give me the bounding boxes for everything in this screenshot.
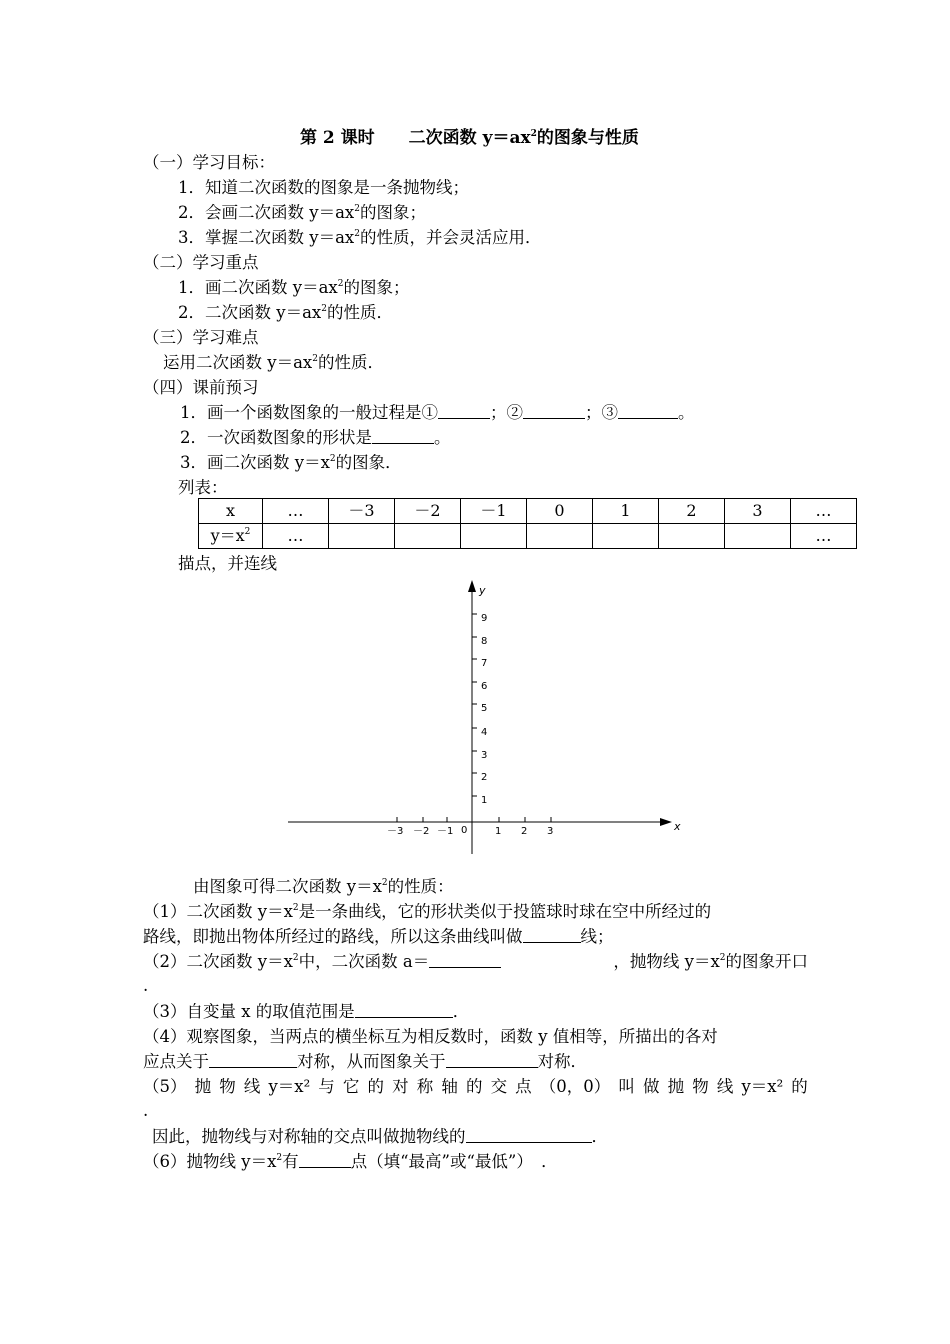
plot-instruction: 描点，并连线 <box>178 554 277 573</box>
section-heading-preview: （四）课前预习 <box>143 378 259 397</box>
p5-token: 它 <box>342 1077 360 1096</box>
table-cell: －1 <box>461 499 527 524</box>
answer-blank[interactable] <box>299 1151 351 1168</box>
property-2-continuation: . <box>143 976 149 995</box>
table-cell: 1 <box>593 499 659 524</box>
page-title: 第 2 课时 二次函数 $y=ax^2$的图象与性质 <box>300 128 639 148</box>
p5-token: 轴 <box>441 1077 458 1096</box>
x-tick-label: 3 <box>547 826 554 837</box>
p5-token: 线 <box>243 1077 261 1096</box>
answer-blank[interactable] <box>523 402 585 419</box>
table-cell-blank[interactable] <box>659 524 725 549</box>
y-axis-arrow-icon <box>468 580 476 592</box>
table-cell-blank[interactable] <box>527 524 593 549</box>
y-tick-label: 7 <box>481 658 488 669</box>
property-1-line-2: 路线，即抛出物体所经过的路线，所以这条曲线叫做 线； <box>143 927 614 946</box>
property-4-line-1: （4）观察图象，当两点的横坐标互为相反数时，函数 y 值相等，所描出的各对 <box>143 1027 718 1046</box>
p5-token: 物 <box>219 1077 236 1096</box>
answer-blank[interactable] <box>446 1051 538 1068</box>
p5-token: 线 <box>716 1077 734 1096</box>
p5-token: 叫 <box>618 1077 635 1096</box>
property-6: （6）抛物线 $y=x^2$有 点（填“最高”或“最低”） ． <box>143 1152 558 1171</box>
section-heading-key-points: （二）学习重点 <box>143 253 259 272</box>
property-4-line-2: 应点关于 对称，从而图象关于 对称． <box>143 1052 587 1071</box>
section-heading-objectives: （一）学习目标： <box>143 153 275 172</box>
y-tick-label: 4 <box>481 727 488 738</box>
property-2-part-1: （2）二次函数 $y=x^2$中，二次函数 a＝ <box>143 951 501 973</box>
property-5 <box>143 1076 808 1098</box>
x-axis-label: x <box>674 820 681 833</box>
coordinate-graph[interactable] <box>280 578 700 858</box>
answer-blank[interactable] <box>209 1051 297 1068</box>
p5-token: 的 <box>465 1077 483 1096</box>
key-point-2: 2．二次函数 $y=ax^2$的性质． <box>178 303 393 322</box>
table-cell: … <box>263 499 329 524</box>
property-5-continuation: . <box>143 1101 149 1120</box>
preview-question-2: 2．一次函数图象的形状是 。 <box>180 428 451 447</box>
property-3: （3）自变量 x 的取值范围是 ． <box>143 1002 470 1021</box>
x-tick-label: －1 <box>437 826 454 837</box>
preview-question-3: 3．画二次函数 $y=x^2$的图象． <box>180 453 402 472</box>
answer-blank[interactable] <box>438 402 490 419</box>
y-tick-label: 6 <box>481 681 488 692</box>
properties-intro: 由图象可得二次函数 $y=x^2$的性质： <box>193 877 454 896</box>
property-2-part-2: ，抛物线 $y=x^2$的图象开口 <box>613 952 808 971</box>
answer-blank[interactable] <box>523 926 581 943</box>
y-tick-label: 1 <box>481 795 488 806</box>
objective-1: 1．知道二次函数的图象是一条抛物线； <box>178 178 469 197</box>
answer-blank[interactable] <box>429 951 501 968</box>
y-axis-label: y <box>479 584 486 597</box>
preview-question-1: 1．画一个函数图象的一般过程是① ；② ；③ 。 <box>180 403 695 422</box>
table-cell-blank[interactable] <box>461 524 527 549</box>
x-tick-label: 2 <box>521 826 528 837</box>
y-tick-label: 8 <box>481 636 488 647</box>
x-tick-label: 1 <box>495 826 502 837</box>
y-tick-label: 5 <box>481 703 488 714</box>
table-cell: … <box>791 524 857 549</box>
key-point-1: 1．画二次函数 $y=ax^2$的图象； <box>178 278 410 297</box>
answer-blank[interactable] <box>355 1001 453 1018</box>
property-1-line-1: （1）二次函数 $y=x^2$是一条曲线，它的形状类似于投篮球时球在空中所经过的 <box>143 902 712 921</box>
section-heading-difficulties: （三）学习难点 <box>143 328 259 347</box>
table-row-x <box>199 499 857 524</box>
origin-label: 0 <box>461 825 468 836</box>
p5-token: 物 <box>692 1077 709 1096</box>
objective-2: 2．会画二次函数 $y=ax^2$的图象； <box>178 203 426 222</box>
answer-blank[interactable] <box>372 427 434 444</box>
table-cell-blank[interactable] <box>329 524 395 549</box>
table-label: 列表： <box>178 478 228 497</box>
table-cell-blank[interactable] <box>725 524 791 549</box>
objective-3: 3．掌握二次函数 $y=ax^2$的性质，并会灵活应用． <box>178 228 542 247</box>
table-cell: x <box>199 499 263 524</box>
p5-token: y＝x² <box>268 1077 311 1096</box>
table-cell: 3 <box>725 499 791 524</box>
table-cell: 0 <box>527 499 593 524</box>
p5-token: 交 <box>490 1077 508 1096</box>
p5-token: 称 <box>416 1077 434 1096</box>
table-row-y <box>199 524 857 549</box>
p5-token: 抛 <box>667 1077 685 1096</box>
y-tick-label: 2 <box>481 772 488 783</box>
table-cell: … <box>791 499 857 524</box>
property-2 <box>143 951 808 973</box>
table-cell: －2 <box>395 499 461 524</box>
table-cell-blank[interactable] <box>593 524 659 549</box>
x-axis-arrow-icon <box>660 818 672 826</box>
p5-token: 抛 <box>194 1077 212 1096</box>
answer-blank[interactable] <box>618 402 678 419</box>
value-table <box>198 498 857 549</box>
answer-blank[interactable] <box>466 1126 592 1143</box>
p5-token: 的 <box>791 1077 808 1096</box>
x-tick-label: －3 <box>387 826 404 837</box>
property-5-conclusion: 因此，抛物线与对称轴的交点叫做抛物线的 ． <box>152 1127 608 1146</box>
difficulty-1: 运用二次函数 $y=ax^2$的性质． <box>163 353 384 372</box>
table-cell: －3 <box>329 499 395 524</box>
table-cell: 2 <box>659 499 725 524</box>
p5-token: （5） <box>143 1077 187 1096</box>
y-tick-label: 3 <box>481 750 488 761</box>
p5-token: 点 <box>515 1077 532 1096</box>
table-cell: … <box>263 524 329 549</box>
table-cell: $y=x^2$ <box>199 524 263 549</box>
table-cell-blank[interactable] <box>395 524 461 549</box>
p5-token: （0，0） <box>539 1077 611 1096</box>
y-tick-label: 9 <box>481 613 488 624</box>
p5-token: 与 <box>318 1077 335 1096</box>
x-tick-label: －2 <box>413 826 430 837</box>
p5-token: y＝x² <box>741 1077 784 1096</box>
p5-token: 做 <box>643 1077 660 1096</box>
p5-token: 对 <box>392 1077 409 1096</box>
p5-token: 的 <box>367 1077 385 1096</box>
